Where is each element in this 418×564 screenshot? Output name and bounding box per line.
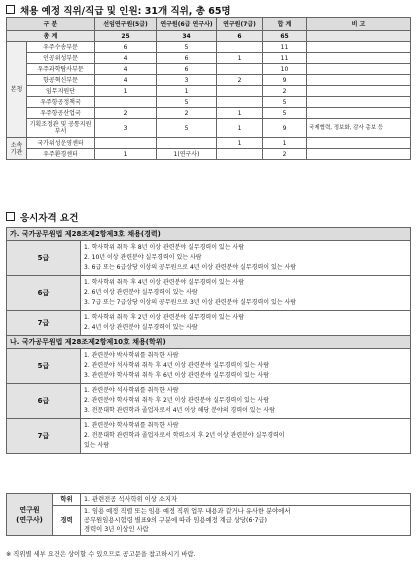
row-total: 11 [263,53,307,64]
requirement-item: 3. 7급 또는 7급상당 이상의 공무원으로 3년 이상 관련분야 실무경력이 있는 사람 [84,299,297,306]
table-row [7,108,411,119]
row-senior: 4 [95,75,157,86]
requirement-item: 1. 관련분야 박사학위를 취득한 사람 [84,352,179,359]
grade-row [7,419,411,454]
row-researcher7: 1 [217,138,263,149]
row-researcher7: 2 [217,75,263,86]
row-senior: 2 [95,108,157,119]
part-b-header: 나. 국가공무원법 제28조제2항제10호 채용(학위) [7,336,411,349]
table-row [7,75,411,86]
total-researcher7: 6 [217,31,263,42]
requirement-item: 1. 학사학위 취득 후 2년 이상 관련분야 실무경력이 있는 사람 [84,314,245,321]
requirement-item: 있는 사람 [84,442,110,449]
row-researcher: 6 [157,64,217,75]
grade-label: 6급 [7,384,81,419]
row-senior: 4 [95,64,157,75]
requirement-item: 1. 학사학위 취득 후 8년 이상 관련분야 실무경력이 있는 사람 [84,244,245,251]
table-row [7,494,411,506]
footnote: ※ 직위별 세부 요건은 상이할 수 있으므로 공고문을 참고하시기 바람. [6,551,196,558]
row-researcher: 5 [157,42,217,53]
row-researcher7 [217,64,263,75]
grade-label: 5급 [7,349,81,384]
row-researcher: 5 [157,97,217,108]
row-researcher7: 1 [217,53,263,64]
header-senior: 선임연구원(5급) [95,18,157,31]
degree-label: 학위 [53,494,81,506]
row-note [307,138,411,149]
row-name: 항공혁신부문 [27,75,95,86]
row-note [307,64,411,75]
row-researcher7: 1 [217,119,263,138]
row-note [307,42,411,53]
row-name: 인공위성부문 [27,53,95,64]
header-researcher: 연구원(6급 연구사) [157,18,217,31]
row-senior: 1 [95,149,157,160]
row-note [307,86,411,97]
row-researcher7 [217,86,263,97]
requirement-item: 1. 임용 예정 직렬 또는 임용 예정 직위 업무 내용과 같거나 유사한 분야에서 [84,508,291,515]
requirement-item: 3. 전문대학 관련학과 졸업자로서 4년 이상 해당 분야의 경력이 있는 사람 [84,407,275,414]
row-researcher: 2 [157,108,217,119]
row-senior: 4 [95,53,157,64]
researcher-label: 연구원 (연구사) [7,494,53,536]
total-researcher: 34 [157,31,217,42]
row-total: 11 [263,42,307,53]
researcher-requirements-table [6,493,411,536]
grade-label: 5급 [7,241,81,276]
row-name: 국가위성운영센터 [27,138,95,149]
row-researcher: 3 [157,75,217,86]
header-researcher7: 연구원(7급) [217,18,263,31]
requirement-item: 경력이 3년 이상인 사람 [84,526,149,533]
row-name: 임무지원단 [27,86,95,97]
grade-label: 7급 [7,419,81,454]
total-sum: 65 [263,31,307,42]
square-bullet-icon [6,212,15,221]
requirement-item: 2. 10년 이상 관련분야 실무경력이 있는 사람 [84,254,202,261]
grade-row [7,276,411,311]
requirement-list [81,311,411,336]
row-researcher7: 1 [217,108,263,119]
requirement-list [81,384,411,419]
row-note [307,75,411,86]
group-affiliated: 소속 기관 [7,138,27,160]
table-row [7,53,411,64]
row-note [307,97,411,108]
table-row [7,86,411,97]
section-title-positions: 채용 예정 직위/직급 및 인원: 31개 직위, 총 65명 [6,3,231,17]
row-note [307,108,411,119]
header-note: 비 고 [307,18,411,31]
grade-row [7,349,411,384]
row-total: 2 [263,86,307,97]
table-header-row [7,18,411,31]
requirement-item: 2. 4년 이상 관련분야 실무경력이 있는 사람 [84,324,198,331]
row-name: 우주항공산업국 [27,108,95,119]
table-row [7,138,411,149]
row-total: 2 [263,149,307,160]
requirement-item: 공무원임용시험령 별표9의 구분에 따라 임용예정 계급 상당(6·7급) [84,517,268,524]
row-senior [95,138,157,149]
requirement-list [81,276,411,311]
degree-requirement: 1. 관련전공 석사학위 이상 소지자 [81,494,411,506]
row-total: 5 [263,97,307,108]
table-row [7,149,411,160]
career-label: 경력 [53,506,81,536]
row-senior: 3 [95,119,157,138]
row-total: 5 [263,108,307,119]
total-senior: 25 [95,31,157,42]
requirement-item: 1. 학사학위 취득 후 4년 이상 관련분야 실무경력이 있는 사람 [84,279,245,286]
table-row [7,506,411,536]
requirement-list [81,419,411,454]
row-researcher: 5 [157,119,217,138]
row-researcher7 [217,42,263,53]
positions-table [6,17,411,160]
requirement-item: 2. 관련분야 학사학위 취득 후 2년 이상 관련분야 실무경력이 있는 사람 [84,397,270,404]
row-total: 1 [263,138,307,149]
grade-label: 6급 [7,276,81,311]
total-row [7,31,411,42]
row-researcher: 1 [157,86,217,97]
grade-label: 7급 [7,311,81,336]
row-name: 우주항공정책국 [27,97,95,108]
row-total: 9 [263,75,307,86]
requirement-item: 3. 관련분야 학사학위 취득 후 6년 이상 관련분야 실무경력이 있는 사람 [84,372,270,379]
part-a-header: 가. 국가공무원법 제28조제2항제3호 채용(경력) [7,228,411,241]
row-note [307,53,411,64]
row-researcher7 [217,97,263,108]
career-requirement [81,506,411,536]
requirement-item: 2. 6년 이상 관련분야 실무경력이 있는 사람 [84,289,198,296]
table-row [7,97,411,108]
header-total: 합 계 [263,18,307,31]
row-total: 10 [263,64,307,75]
row-total: 9 [263,119,307,138]
square-bullet-icon [6,5,15,14]
requirement-list [81,349,411,384]
row-senior [95,97,157,108]
section-title-qualifications: 응시자격 요건 [6,210,78,224]
row-researcher7 [217,149,263,160]
table-row [7,119,411,138]
row-name: 우주수송부문 [27,42,95,53]
row-researcher: 1(연구사) [157,149,217,160]
requirement-item: 1. 관련분야 석사학위를 취득한 사람 [84,387,179,394]
row-note: 국제협력, 정보화, 감사 총보 등 [307,119,411,138]
requirement-item: 2. 전문대학 관련학과 졸업자로서 학력소지 후 2년 이상 관련분야 실무경력이 [84,432,285,439]
row-name: 우주과학탐사부문 [27,64,95,75]
row-name: 우주환경센터 [27,149,95,160]
group-hq: 본청 [7,42,27,138]
row-researcher: 6 [157,53,217,64]
requirement-list [81,241,411,276]
header-unit: 구 분 [7,18,95,31]
requirement-item: 3. 6급 또는 6급상당 이상의 공무원으로 4년 이상 관련분야 실무경력이 있는 사람 [84,264,297,271]
table-row [7,64,411,75]
total-label: 총 계 [7,31,95,42]
row-name: 기획조정관 및 공통지원 부서 [27,119,95,138]
row-senior: 6 [95,42,157,53]
row-researcher [157,138,217,149]
grade-row [7,311,411,336]
grade-row [7,384,411,419]
grade-row [7,241,411,276]
row-note [307,149,411,160]
row-senior: 1 [95,86,157,97]
requirement-item: 2. 관련분야 석사학위 취득 후 4년 이상 관련분야 실무경력이 있는 사람 [84,362,270,369]
qualifications-table [6,227,411,454]
requirement-item: 1. 관련분야 학사학위를 취득한 사람 [84,422,179,429]
table-row [7,42,411,53]
